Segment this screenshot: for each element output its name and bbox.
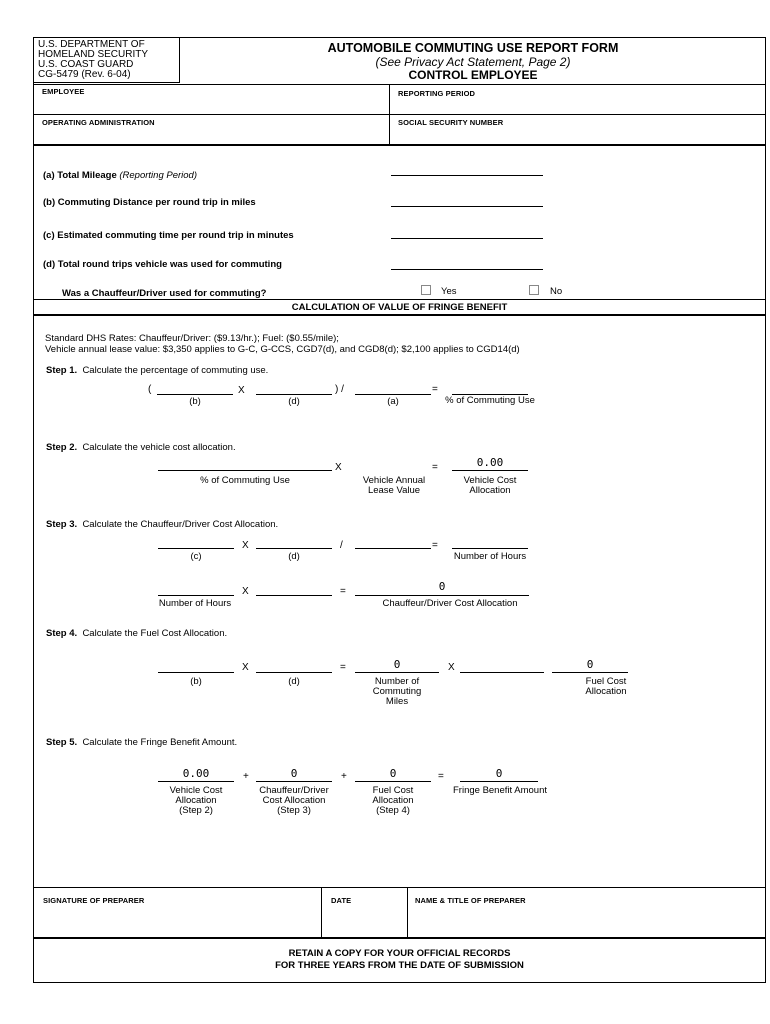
step4-cap-miles1: Number of bbox=[374, 676, 420, 687]
step5-title: Step 5. bbox=[46, 737, 78, 748]
rates-line1: Standard DHS Rates: Chauffeur/Driver: ($9.13/hr.); Fuel: ($0.55/mile); bbox=[45, 333, 339, 344]
step5-cap3b: Allocation bbox=[372, 795, 414, 806]
step5-desc: Calculate the Fringe Benefit Amount. bbox=[82, 737, 238, 748]
step4-miles-line[interactable] bbox=[355, 672, 439, 673]
step3-div: / bbox=[340, 540, 343, 551]
step3-rate-input[interactable] bbox=[256, 595, 332, 596]
step1-cap-b: (b) bbox=[189, 396, 201, 407]
reporting-period-label: REPORTING PERIOD bbox=[398, 89, 476, 98]
footer-divider-2 bbox=[407, 887, 408, 937]
reporting-period-field[interactable] bbox=[396, 98, 761, 112]
step4-result-value: 0 bbox=[586, 658, 594, 671]
chauffeur-question: Was a Chauffeur/Driver used for commuting? bbox=[62, 288, 267, 299]
step3-x2: X bbox=[242, 586, 249, 597]
step2-pct-input[interactable] bbox=[158, 470, 332, 471]
step3-hours2-input[interactable] bbox=[158, 595, 234, 596]
step5-cap1b: Allocation bbox=[175, 795, 217, 806]
question-a-note: (Reporting Period) bbox=[119, 170, 197, 181]
question-c-label: (c) Estimated commuting time per round trip in minutes bbox=[43, 230, 294, 241]
ssn-field[interactable] bbox=[396, 128, 761, 142]
question-a bbox=[43, 170, 197, 181]
dept-line2: HOMELAND SECURITY bbox=[38, 49, 149, 60]
step4-heading bbox=[46, 628, 227, 639]
round-trips-input[interactable] bbox=[391, 269, 543, 270]
step1-b-input[interactable] bbox=[157, 394, 233, 395]
step4-desc: Calculate the Fuel Cost Allocation. bbox=[82, 628, 228, 639]
step1-cap-a: (a) bbox=[387, 396, 399, 407]
page-title: AUTOMOBILE COMMUTING USE REPORT FORM bbox=[327, 41, 619, 55]
step1-close-div: ) / bbox=[335, 384, 344, 395]
step3-title: Step 3. bbox=[46, 519, 78, 530]
step1-eq: = bbox=[432, 384, 438, 395]
step5-v3-line[interactable] bbox=[355, 781, 431, 782]
no-label: No bbox=[550, 286, 563, 297]
ssn-label: SOCIAL SECURITY NUMBER bbox=[398, 118, 504, 127]
step5-v4-line[interactable] bbox=[460, 781, 538, 782]
step5-cap2a: Chauffeur/Driver bbox=[259, 785, 329, 796]
step5-cap2c: (Step 3) bbox=[277, 805, 311, 816]
step2-result-value: 0.00 bbox=[476, 456, 504, 469]
step1-cap-result: % of Commuting Use bbox=[445, 395, 535, 406]
step2-cap-result2: Allocation bbox=[469, 485, 511, 496]
step3-divisor-input[interactable] bbox=[355, 548, 431, 549]
step5-cap3c: (Step 4) bbox=[376, 805, 410, 816]
step2-desc: Calculate the vehicle cost allocation. bbox=[82, 442, 236, 453]
dept-line1: U.S. DEPARTMENT OF bbox=[38, 39, 145, 50]
step3-eq2: = bbox=[340, 586, 346, 597]
step4-x: X bbox=[242, 662, 249, 673]
step5-v1: 0.00 bbox=[182, 767, 210, 780]
step3-c-input[interactable] bbox=[158, 548, 234, 549]
step5-heading bbox=[46, 737, 237, 748]
step2-eq: = bbox=[432, 462, 438, 473]
form-number: CG-5479 (Rev. 6-04) bbox=[38, 69, 131, 80]
employee-field[interactable] bbox=[40, 96, 384, 112]
step4-miles-value: 0 bbox=[393, 658, 401, 671]
step4-cap-result1: Fuel Cost bbox=[585, 676, 627, 687]
step4-d-input[interactable] bbox=[256, 672, 332, 673]
step3-result-line[interactable] bbox=[355, 595, 529, 596]
step3-cap-d: (d) bbox=[288, 551, 300, 562]
operating-administration-field[interactable] bbox=[40, 128, 384, 142]
step4-result-line[interactable] bbox=[552, 672, 628, 673]
control-employee-title: CONTROL EMPLOYEE bbox=[408, 68, 538, 82]
step3-cap-hours: Number of Hours bbox=[453, 551, 527, 562]
step3-eq: = bbox=[432, 540, 438, 551]
name-title-field[interactable] bbox=[412, 906, 762, 934]
commuting-distance-input[interactable] bbox=[391, 206, 543, 207]
step4-cap-d: (d) bbox=[288, 676, 300, 687]
step3-heading bbox=[46, 519, 278, 530]
step3-desc: Calculate the Chauffeur/Driver Cost Allocation. bbox=[82, 519, 279, 530]
step4-cap-miles3: Miles bbox=[385, 696, 409, 707]
step2-cap-lease2: Lease Value bbox=[367, 485, 421, 496]
rates-line2: Vehicle annual lease value: $3,350 applies to G-C, G-CCS, CGD7(d), and CGD8(d); $2,100 applies to CGD14(d) bbox=[45, 344, 520, 355]
footer-divider-1 bbox=[321, 887, 322, 937]
total-mileage-input[interactable] bbox=[391, 175, 543, 176]
step4-title: Step 4. bbox=[46, 628, 78, 639]
step5-cap3a: Fuel Cost bbox=[372, 785, 414, 796]
name-title-label: NAME & TITLE OF PREPARER bbox=[415, 896, 526, 905]
calc-section-title: CALCULATION OF VALUE OF FRINGE BENEFIT bbox=[291, 302, 508, 313]
section-rule-1 bbox=[33, 144, 766, 146]
question-b-label: (b) Commuting Distance per round trip in miles bbox=[43, 197, 256, 208]
step5-v1-line[interactable] bbox=[158, 781, 234, 782]
step1-d-input[interactable] bbox=[256, 394, 332, 395]
date-label: DATE bbox=[331, 896, 352, 905]
step5-cap4: Fringe Benefit Amount bbox=[453, 785, 547, 796]
step3-x: X bbox=[242, 540, 249, 551]
step2-title: Step 2. bbox=[46, 442, 78, 453]
step4-cap-b: (b) bbox=[190, 676, 202, 687]
date-field[interactable] bbox=[328, 906, 404, 934]
commuting-time-input[interactable] bbox=[391, 238, 543, 239]
no-checkbox[interactable] bbox=[529, 285, 539, 295]
step5-v2: 0 bbox=[290, 767, 298, 780]
step4-b-input[interactable] bbox=[158, 672, 234, 673]
step3-result-value: 0 bbox=[438, 580, 446, 593]
step1-x: X bbox=[238, 385, 245, 396]
step2-x: X bbox=[335, 462, 342, 473]
step4-cap-miles2: Commuting bbox=[372, 686, 422, 697]
header-rule bbox=[33, 84, 766, 85]
step5-eq: = bbox=[438, 771, 444, 782]
step4-cap-result2: Allocation bbox=[585, 686, 627, 697]
question-d-label: (d) Total round trips vehicle was used for commuting bbox=[43, 259, 282, 270]
calc-title-top-rule bbox=[33, 299, 766, 300]
step3-cap-hours2: Number of Hours bbox=[158, 598, 232, 609]
field-row-rule bbox=[33, 114, 766, 115]
step2-result-line[interactable] bbox=[452, 470, 528, 471]
yes-label: Yes bbox=[441, 286, 457, 297]
step5-v4: 0 bbox=[495, 767, 503, 780]
retain-line2: FOR THREE YEARS FROM THE DATE OF SUBMISSION bbox=[275, 960, 524, 971]
step2-cap-result1: Vehicle Cost bbox=[463, 475, 517, 486]
step5-v3: 0 bbox=[389, 767, 397, 780]
step1-title: Step 1. bbox=[46, 365, 78, 376]
step2-cap-pct: % of Commuting Use bbox=[200, 475, 290, 486]
step5-plus1: + bbox=[243, 771, 249, 782]
step4-eq: = bbox=[340, 662, 346, 673]
step3-d-input[interactable] bbox=[256, 548, 332, 549]
operating-administration-label: OPERATING ADMINISTRATION bbox=[42, 118, 155, 127]
step3-hours-input[interactable] bbox=[452, 548, 528, 549]
footer-bottom-rule bbox=[33, 937, 766, 939]
header-box-bottom bbox=[33, 82, 180, 83]
privacy-subtitle: (See Privacy Act Statement, Page 2) bbox=[375, 55, 571, 69]
yes-checkbox[interactable] bbox=[421, 285, 431, 295]
step2-cap-lease1: Vehicle Annual bbox=[362, 475, 426, 486]
step4-rate-input[interactable] bbox=[460, 672, 544, 673]
signature-label: SIGNATURE OF PREPARER bbox=[43, 896, 145, 905]
footer-top-rule bbox=[33, 887, 766, 888]
step1-open-paren: ( bbox=[148, 384, 152, 395]
step4-x2: X bbox=[448, 662, 455, 673]
step2-heading bbox=[46, 442, 236, 453]
step1-heading bbox=[46, 365, 268, 376]
step5-cap1a: Vehicle Cost bbox=[169, 785, 223, 796]
step5-plus2: + bbox=[341, 771, 347, 782]
step3-cap-result: Chauffeur/Driver Cost Allocation bbox=[382, 598, 518, 609]
calc-title-bottom-rule bbox=[33, 314, 766, 316]
step1-cap-d: (d) bbox=[288, 396, 300, 407]
dept-line3: U.S. COAST GUARD bbox=[38, 59, 134, 70]
step5-cap1c: (Step 2) bbox=[179, 805, 213, 816]
step1-a-input[interactable] bbox=[355, 394, 431, 395]
step1-desc: Calculate the percentage of commuting use. bbox=[82, 365, 269, 376]
step3-cap-c: (c) bbox=[190, 551, 202, 562]
employee-label: EMPLOYEE bbox=[42, 87, 85, 96]
signature-field[interactable] bbox=[40, 906, 316, 934]
retain-line1: RETAIN A COPY FOR YOUR OFFICIAL RECORDS bbox=[288, 948, 511, 959]
step5-v2-line[interactable] bbox=[256, 781, 332, 782]
question-a-label: (a) Total Mileage bbox=[43, 170, 117, 181]
step5-cap2b: Cost Allocation bbox=[262, 795, 326, 806]
